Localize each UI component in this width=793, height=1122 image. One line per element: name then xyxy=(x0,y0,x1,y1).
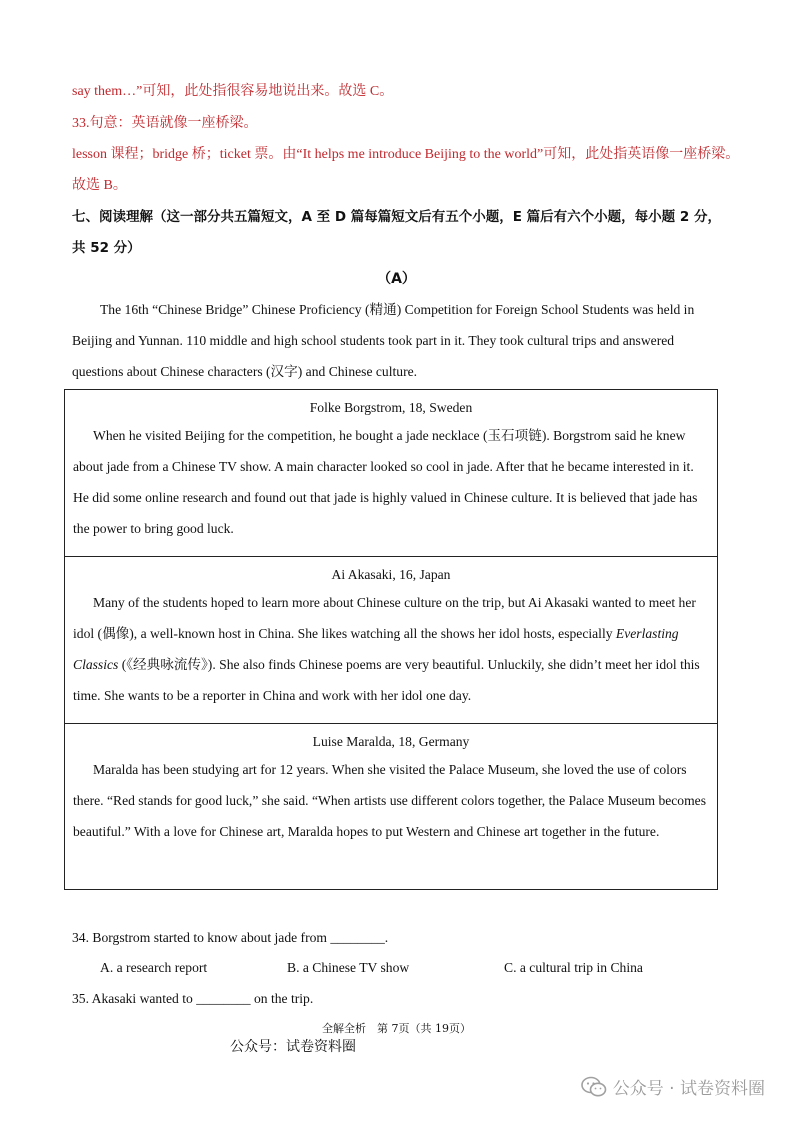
answer-line-4: 故选 B。 xyxy=(72,178,127,193)
profile-text: When he visited Beijing for the competition, he bought a jade necklace (玉石项链). Borgstrom said he knew about jade from a Chinese TV show. A main character looked so cool in jade. After that he became interested in it. He did some online research and found out that jade is highly valued in Chinese culture. It is believed that jade has the power to bring good luck. xyxy=(73,428,698,536)
wechat-icon xyxy=(581,1076,607,1098)
show-title: Everlasting Classics xyxy=(73,626,679,672)
question-34: 34. Borgstrom started to know about jade from ________. xyxy=(72,930,389,945)
section-heading-line-2: 共 52 分） xyxy=(72,240,141,256)
page-footer: 全解全析 第 7页（共 19页） xyxy=(322,1022,471,1035)
profile-cell xyxy=(65,390,717,557)
profile-cell xyxy=(65,724,717,889)
section-heading-line-1: 七、阅读理解（这一部分共五篇短文，A 至 D 篇每篇短文后有五个小题，E 篇后有六个小题，每小题 2 分， xyxy=(72,209,721,225)
watermark xyxy=(581,1074,765,1099)
question-35: 35. Akasaki wanted to ________ on the trip. xyxy=(72,991,314,1006)
question-34-option-c: C. a cultural trip in China xyxy=(504,960,643,975)
profile-text-part: (《经典咏流传》). She also finds Chinese poems are very beautiful. Unluckily, she didn’t meet her idol this time. She wants to be a reporter in China and work with her idol one day. xyxy=(73,657,700,703)
question-34-option-b: B. a Chinese TV show xyxy=(287,960,410,975)
profile-text-part: Many of the students hoped to learn more about Chinese culture on the trip, but Ai Akasaki wanted to meet her idol (偶像), a well-known host in China. She likes watching all the shows her idol hosts, especially xyxy=(73,595,696,641)
profiles-table xyxy=(64,389,718,890)
profile-name: Folke Borgstrom, 18, Sweden xyxy=(309,400,473,415)
public-account-label: 公众号：试卷资料圈 xyxy=(230,1039,356,1055)
profile-name: Ai Akasaki, 16, Japan xyxy=(331,567,451,582)
passage-intro: The 16th “Chinese Bridge” Chinese Proficiency (精通) Competition for Foreign School Students was held in Beijing and Yunnan. 110 middle and high school students took part in it. They took cultural trips and answered questions about Chinese characters (汉字) and Chinese culture. xyxy=(72,302,695,379)
answer-line-2: 33.句意：英语就像一座桥梁。 xyxy=(72,116,258,131)
passage-label: （A） xyxy=(377,271,416,287)
question-34-option-a: A. a research report xyxy=(100,960,208,975)
profile-cell xyxy=(65,557,717,724)
watermark-text: 公众号 · 试卷资料圈 xyxy=(612,1079,765,1099)
profile-text: Maralda has been studying art for 12 years. When she visited the Palace Museum, she loved the use of colors there. “Red stands for good luck,” she said. “When artists use different colors together, the Palace Museum becomes beautiful.” With a love for Chinese art, Maralda hopes to put Western and Chinese art together in the future. xyxy=(73,762,707,839)
profile-name: Luise Maralda, 18, Germany xyxy=(312,734,470,749)
answer-line-3: lesson 课程；bridge 桥；ticket 票。由“It helps me introduce Beijing to the world”可知，此处指英语像一座桥梁。 xyxy=(72,147,740,162)
profile-text xyxy=(73,587,709,711)
answer-line-1: say them…”可知，此处指很容易地说出来。故选 C。 xyxy=(72,84,394,99)
